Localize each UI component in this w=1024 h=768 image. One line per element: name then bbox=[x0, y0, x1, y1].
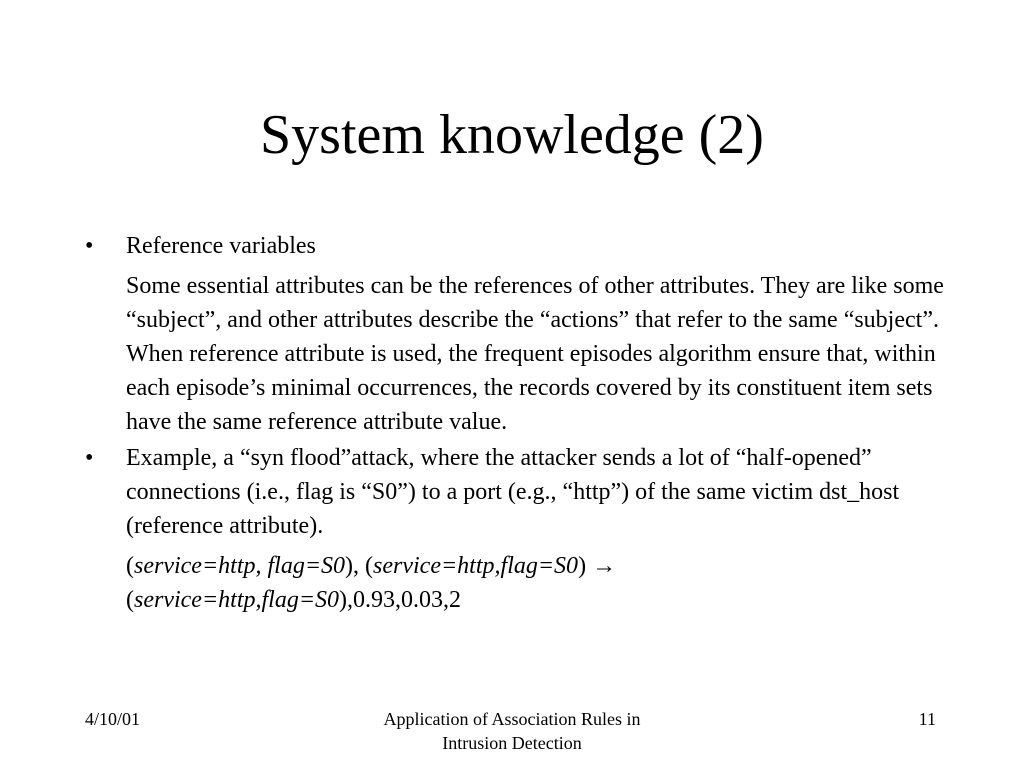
page-number: 11 bbox=[918, 709, 936, 729]
footer-title-line: Intrusion Detection bbox=[442, 733, 582, 753]
implies-arrow-icon: → bbox=[586, 553, 617, 579]
formula-itemset: service=http, flag=S0 bbox=[134, 553, 346, 579]
formula-paren: ( bbox=[359, 553, 374, 579]
bullet-item bbox=[85, 441, 955, 543]
slide-content bbox=[85, 229, 955, 617]
footer-title bbox=[312, 707, 712, 755]
bullet-item bbox=[85, 229, 955, 263]
formula-itemset: service=http,flag=S0 bbox=[134, 587, 340, 613]
slide-title: System knowledge (2) bbox=[260, 104, 764, 166]
footer-date: 4/10/01 bbox=[85, 709, 141, 729]
association-rule-formula bbox=[85, 549, 955, 617]
formula-itemset: service=http,flag=S0 bbox=[373, 553, 579, 579]
formula-paren: ) bbox=[578, 553, 587, 579]
footer-title-line: Application of Association Rules in bbox=[383, 709, 641, 729]
formula-line-2 bbox=[126, 583, 955, 617]
formula-paren: ( bbox=[126, 553, 134, 579]
formula-line-1 bbox=[126, 549, 955, 583]
formula-paren: ( bbox=[126, 587, 134, 613]
bullet-symbol: • bbox=[85, 233, 94, 259]
bullet-text: Reference variables bbox=[126, 233, 316, 259]
bullet-symbol: • bbox=[85, 445, 94, 471]
formula-values: ),0.93,0.03,2 bbox=[339, 587, 462, 613]
bullet-text: Example, a “syn flood”attack, where the attacker sends a lot of “half-opened” connections (i.e., flag is “S0”) to a port (e.g., “http”) of the same victim dst_host (reference attribute). bbox=[126, 445, 900, 539]
bullet-detail: Some essential attributes can be the references of other attributes. They are like some “subject”, and other attributes describe the “actions” that refer to the same “subject”. When reference attribute is used, the frequent episodes algorithm ensure that, within each episode’s minimal occurrences, the records covered by its constituent item sets have the same reference attribute value. bbox=[126, 273, 944, 435]
formula-paren: ), bbox=[345, 553, 360, 579]
